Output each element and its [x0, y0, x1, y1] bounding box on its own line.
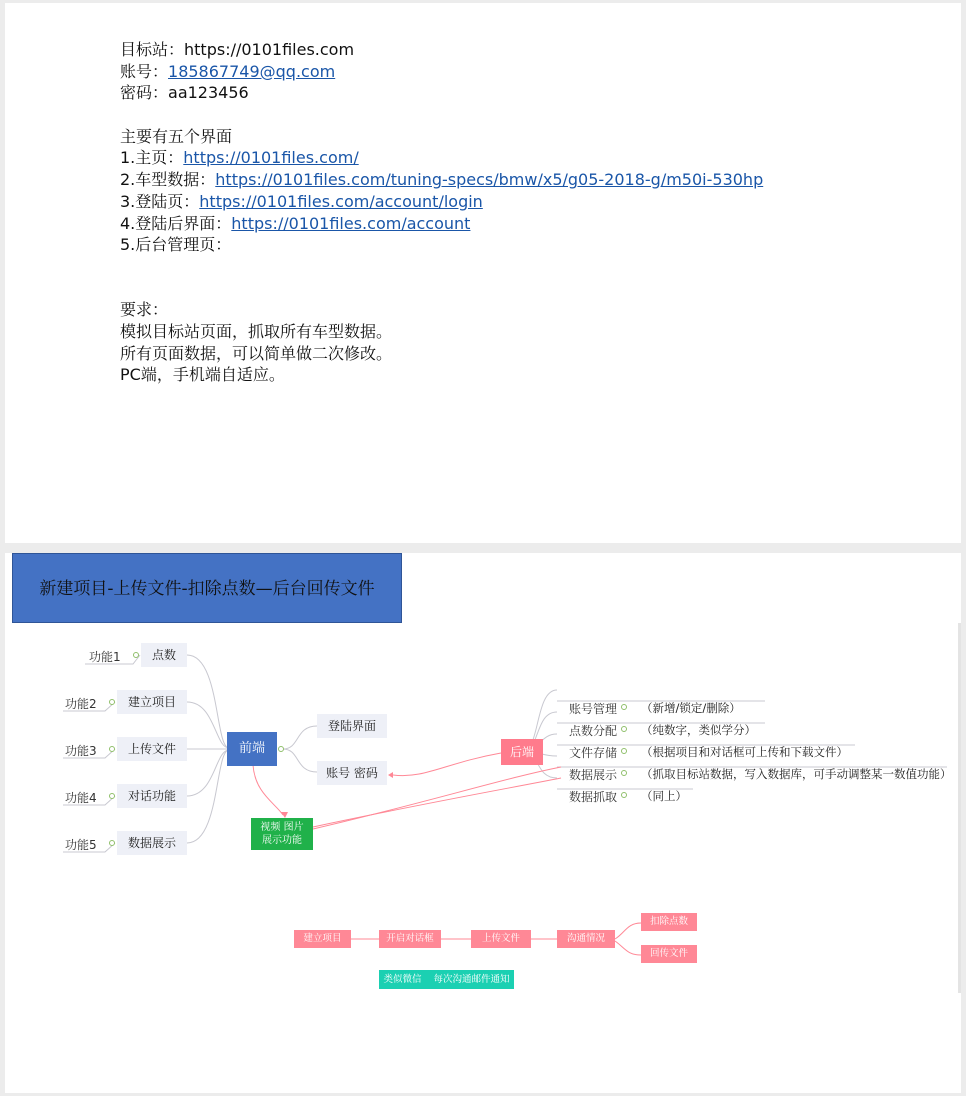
- requirements-title: 要求：: [120, 300, 169, 320]
- expand-dot-icon[interactable]: [109, 840, 115, 846]
- page-label: 2.车型数据：: [120, 170, 216, 190]
- page-line-5: [120, 234, 763, 256]
- page-banner: 新建项目-上传文件-扣除点数—后台回传文件: [12, 553, 402, 623]
- page-label: 3.登陆页：: [120, 191, 200, 211]
- node-frontend[interactable]: 前端: [227, 732, 277, 766]
- node-login-ui[interactable]: 登陆界面: [317, 714, 387, 738]
- node-account-password[interactable]: 账号 密码: [317, 761, 387, 785]
- function-label: 功能1: [89, 650, 121, 664]
- expand-dot-icon[interactable]: [621, 726, 627, 732]
- expand-dot-icon[interactable]: [109, 793, 115, 799]
- backend-item-name: 点数分配: [569, 724, 618, 738]
- page-label: 1.主页：: [120, 148, 184, 168]
- flow-end-return[interactable]: 回传文件: [641, 945, 697, 963]
- page-line-1: [120, 147, 763, 169]
- expand-dot-icon[interactable]: [133, 652, 139, 658]
- flow-step[interactable]: 上传文件: [471, 930, 531, 948]
- backend-item-name: 账号管理: [569, 702, 618, 716]
- page-link[interactable]: https://0101files.com/tuning-specs/bmw/x5/g05-2018-g/m50i-530hp: [215, 170, 764, 190]
- page-link[interactable]: https://0101files.com/account/login: [199, 191, 483, 211]
- backend-item-desc: （同上）: [641, 789, 687, 803]
- requirement-item: PC端，手机端自适应。: [120, 365, 285, 385]
- function-label: 功能5: [65, 838, 97, 852]
- node-create-project[interactable]: 建立项目: [117, 690, 187, 714]
- page-link[interactable]: https://0101files.com/account: [231, 213, 471, 233]
- function-label: 功能2: [65, 697, 97, 711]
- document-page-2: [5, 553, 961, 1093]
- page-label: 5.后台管理页：: [120, 235, 232, 255]
- page-line-4: [120, 213, 763, 235]
- page-line-2: [120, 169, 763, 191]
- flow-step[interactable]: 建立项目: [294, 930, 351, 948]
- backend-item-desc: （新增/锁定/删除）: [641, 701, 741, 715]
- expand-dot-icon[interactable]: [278, 746, 284, 752]
- backend-item-name: 数据抓取: [569, 790, 618, 804]
- node-data-display[interactable]: 数据展示: [117, 831, 187, 855]
- target-site-value: https://0101files.com: [184, 40, 355, 59]
- account-line: [120, 61, 763, 83]
- node-points[interactable]: 点数: [141, 643, 187, 667]
- target-site-line: [120, 39, 763, 61]
- requirements-doc: [120, 39, 763, 386]
- flow-step[interactable]: 沟通情况: [557, 930, 615, 948]
- function-label: 功能4: [65, 791, 97, 805]
- account-email-link[interactable]: 185867749@qq.com: [168, 61, 336, 81]
- expand-dot-icon[interactable]: [109, 699, 115, 705]
- document-page-1: [5, 3, 961, 543]
- expand-dot-icon[interactable]: [621, 770, 627, 776]
- backend-item-desc: （根据项目和对话框可上传和下载文件）: [641, 745, 848, 759]
- function-label: 功能3: [65, 744, 97, 758]
- password-line: [120, 82, 763, 104]
- flow-step[interactable]: 开启对话框: [379, 930, 441, 948]
- requirement-item: 所有页面数据，可以简单做二次修改。: [120, 343, 393, 363]
- page-link[interactable]: https://0101files.com/: [183, 148, 359, 168]
- flow-end-deduct[interactable]: 扣除点数: [641, 913, 697, 931]
- expand-dot-icon[interactable]: [621, 792, 627, 798]
- expand-dot-icon[interactable]: [621, 704, 627, 710]
- backend-item-desc: （纯数字，类似学分）: [641, 723, 756, 737]
- password-label: 密码：: [120, 83, 169, 103]
- node-upload-file[interactable]: 上传文件: [117, 737, 187, 761]
- backend-item-name: 数据展示: [569, 768, 618, 782]
- node-backend[interactable]: 后端: [501, 739, 543, 765]
- backend-item-desc: （抓取目标站数据，写入数据库，可手动调整某一数值功能）: [641, 767, 952, 781]
- page-label: 4.登陆后界面：: [120, 213, 232, 233]
- password-value: aa123456: [168, 83, 249, 103]
- expand-dot-icon[interactable]: [109, 746, 115, 752]
- expand-dot-icon[interactable]: [621, 748, 627, 754]
- section-title: 主要有五个界面: [120, 126, 233, 146]
- backend-item-name: 文件存储: [569, 746, 618, 760]
- node-media-display[interactable]: 视频 图片 展示功能: [251, 818, 313, 850]
- page-line-3: [120, 191, 763, 213]
- account-label: 账号：: [120, 61, 169, 81]
- requirement-item: 模拟目标站页面，抓取所有车型数据。: [120, 321, 393, 341]
- mindmap-connectors: [5, 553, 961, 1093]
- target-site-label: 目标站：: [120, 40, 185, 59]
- node-chat[interactable]: 对话功能: [117, 784, 187, 808]
- chat-note[interactable]: 类似微信 每次沟通邮件通知: [379, 970, 514, 989]
